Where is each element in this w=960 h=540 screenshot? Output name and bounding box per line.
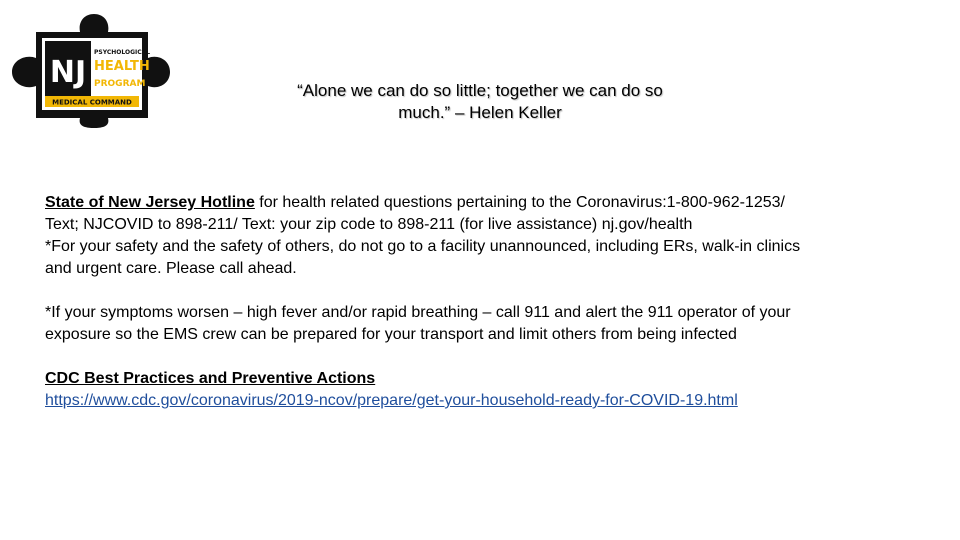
logo-nj-letters: NJ (49, 55, 87, 90)
quote-line-2: much.” – Helen Keller (398, 103, 562, 122)
logo-line-program: PROGRAM (94, 79, 146, 89)
nj-psychological-health-program-logo (8, 10, 176, 130)
hotline-line-2: Text; NJCOVID to 898-211/ Text: your zip code to 898-211 (for live assistance) nj.gov/health (45, 216, 693, 233)
logo-line-medical-command: MEDICAL COMMAND (52, 98, 132, 107)
hotline-line-3: *For your safety and the safety of others, do not go to a facility unannounced, including ERs, walk-in clinics (45, 238, 801, 255)
quote-line-1: “Alone we can do so little; together we can do so (297, 81, 663, 100)
spacer (45, 280, 925, 302)
hotline-line-4: and urgent care. Please call ahead. (45, 260, 297, 277)
hotline-line-1-rest: for health related questions pertaining to the Coronavirus:1-800-962-1253/ (254, 194, 785, 211)
hotline-heading: State of New Jersey Hotline (45, 194, 255, 211)
cdc-link[interactable]: https://www.cdc.gov/coronavirus/2019-ncov/prepare/get-your-household-ready-for-COVID-19.html (45, 392, 738, 409)
symptoms-line-2: exposure so the EMS crew can be prepared for your transport and limit others from being infected (45, 326, 737, 343)
logo-line-health: HEALTH (94, 59, 150, 74)
cdc-heading: CDC Best Practices and Preventive Actions (45, 370, 376, 387)
hotline-line-1 (45, 192, 925, 214)
helen-keller-quote (230, 80, 730, 124)
info-body (45, 192, 925, 412)
symptoms-line-1: *If your symptoms worsen – high fever and/or rapid breathing – call 911 and alert the 911 operator of your (45, 304, 791, 321)
spacer (45, 346, 925, 368)
logo-line-psychological: PSYCHOLOGICAL (94, 49, 151, 56)
